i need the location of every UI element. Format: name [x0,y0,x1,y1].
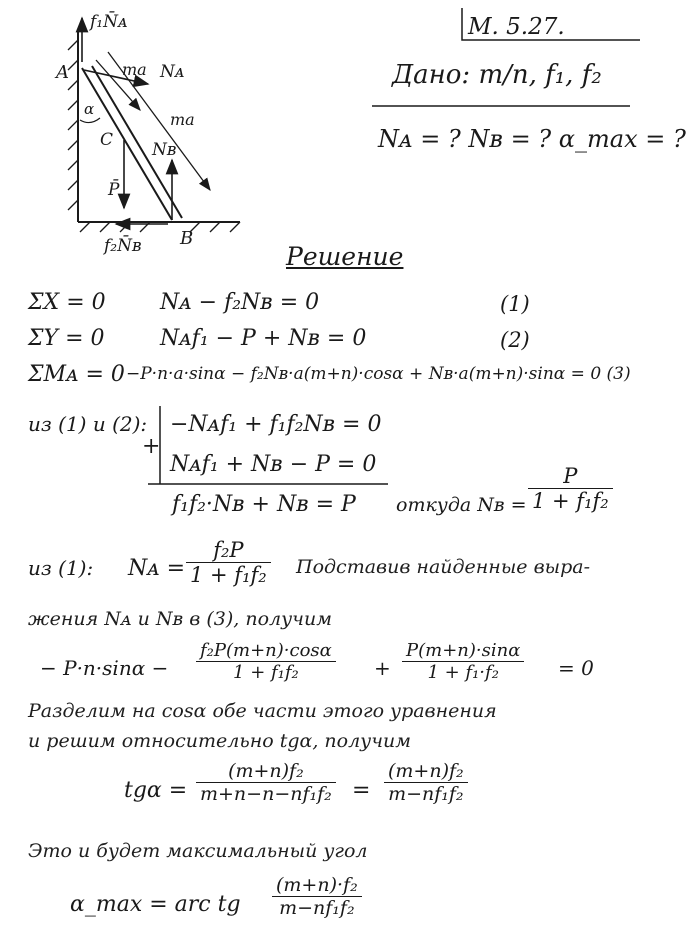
divide-text-2: и решим относительно tgα, получим [28,730,412,752]
substitution-text-1: Подставив найденные выра- [296,556,591,578]
normal-a-label: Nᴀ [160,62,185,82]
na-numerator: f₂P [213,538,244,562]
eq2: Nᴀf₁ − P + Nʙ = 0 [160,326,367,351]
point-c-label: C [100,130,114,150]
eq4-f1-numerator: f₂P(m+n)·cosα [200,640,332,661]
whence-label: откуда Nʙ = [396,494,527,516]
dim-ma-label: ma [122,60,147,79]
problem-reference: M. 5.27. [468,14,565,40]
nb-fraction [528,464,613,513]
max-angle-text: Это и будет максимальный угол [28,840,368,862]
point-a-label: A [56,62,69,83]
eq4-f2-numerator: P(m+n)·sinα [406,640,521,661]
eq2-label: ΣY = 0 [28,326,105,351]
tg-f2-denominator: m−nf₁f₂ [384,782,468,805]
na-fraction [186,538,271,587]
eq4-part-a: − P·n·sinα − [40,656,169,680]
alpha-max-numerator: (m+n)·f₂ [276,874,358,896]
nb-numerator: P [563,464,578,488]
eq3-label: ΣMᴀ = 0 [28,362,125,387]
friction-b-label: f₂N̄ʙ [104,236,142,256]
eq3: −P·n·a·sinα − f₂Nʙ·a(m+n)·cosα + Nʙ·a(m+n)·sinα = 0 (3) [126,364,631,384]
solution-heading: Решение [286,242,404,271]
eq1-number: (1) [500,292,530,316]
divide-text-1: Разделим на cosα обе части этого уравнения [28,700,497,722]
tg-f1-numerator: (m+n)f₂ [228,760,304,782]
eq4-f1-denominator: 1 + f₁f₂ [196,661,336,683]
tg-lhs: tgα = [124,778,188,803]
tg-f1-denominator: m+n−n−nf₁f₂ [196,782,336,805]
angle-arc [80,118,100,123]
tg-f2-numerator: (m+n)f₂ [388,760,464,782]
system-plus: + [142,434,161,459]
na-lhs: Nᴀ = [128,556,186,581]
eq1-label: ΣX = 0 [28,290,106,315]
point-b-label: B [180,228,194,249]
alpha-max-lhs: α_max = arc tg [70,892,241,917]
dim-ma-long-label: ma [170,110,195,129]
normal-b-label: Nʙ [152,140,177,160]
alpha-max-fraction [272,874,362,919]
friction-a-label: f₁N̄ᴀ [90,12,128,32]
system-eq2: Nᴀf₁ + Nʙ − P = 0 [170,452,377,477]
eq4-equals-zero: = 0 [558,656,594,680]
wall-hatch [68,40,78,210]
weight-label: P̄ [108,180,120,200]
from-1-label: из (1): [28,556,94,580]
eq4-fraction-2 [402,640,524,683]
from-1-2-label: из (1) и (2): [28,412,148,436]
eq2-number: (2) [500,328,530,352]
angle-label: α [84,100,95,118]
eq1: Nᴀ − f₂Nʙ = 0 [160,290,320,315]
alpha-max-denominator: m−nf₁f₂ [272,896,362,919]
sum-eq: f₁f₂·Nʙ + Nʙ = P [172,492,356,517]
tg-equals: = [352,778,371,803]
eq4-fraction-1 [196,640,336,683]
substitution-text-2: жения Nᴀ и Nʙ в (3), получим [28,608,332,630]
nb-denominator: 1 + f₁f₂ [528,488,613,513]
system-eq1: −Nᴀf₁ + f₁f₂Nʙ = 0 [170,412,382,437]
given-line: Дано: m/n, f₁, f₂ [392,60,602,90]
find-line: Nᴀ = ? Nʙ = ? α_max = ? [378,125,686,153]
eq4-plus: + [374,656,391,680]
tg-fraction-2 [384,760,468,805]
tg-fraction-1 [196,760,336,805]
na-denominator: 1 + f₁f₂ [186,562,271,587]
eq4-f2-denominator: 1 + f₁·f₂ [402,661,524,683]
